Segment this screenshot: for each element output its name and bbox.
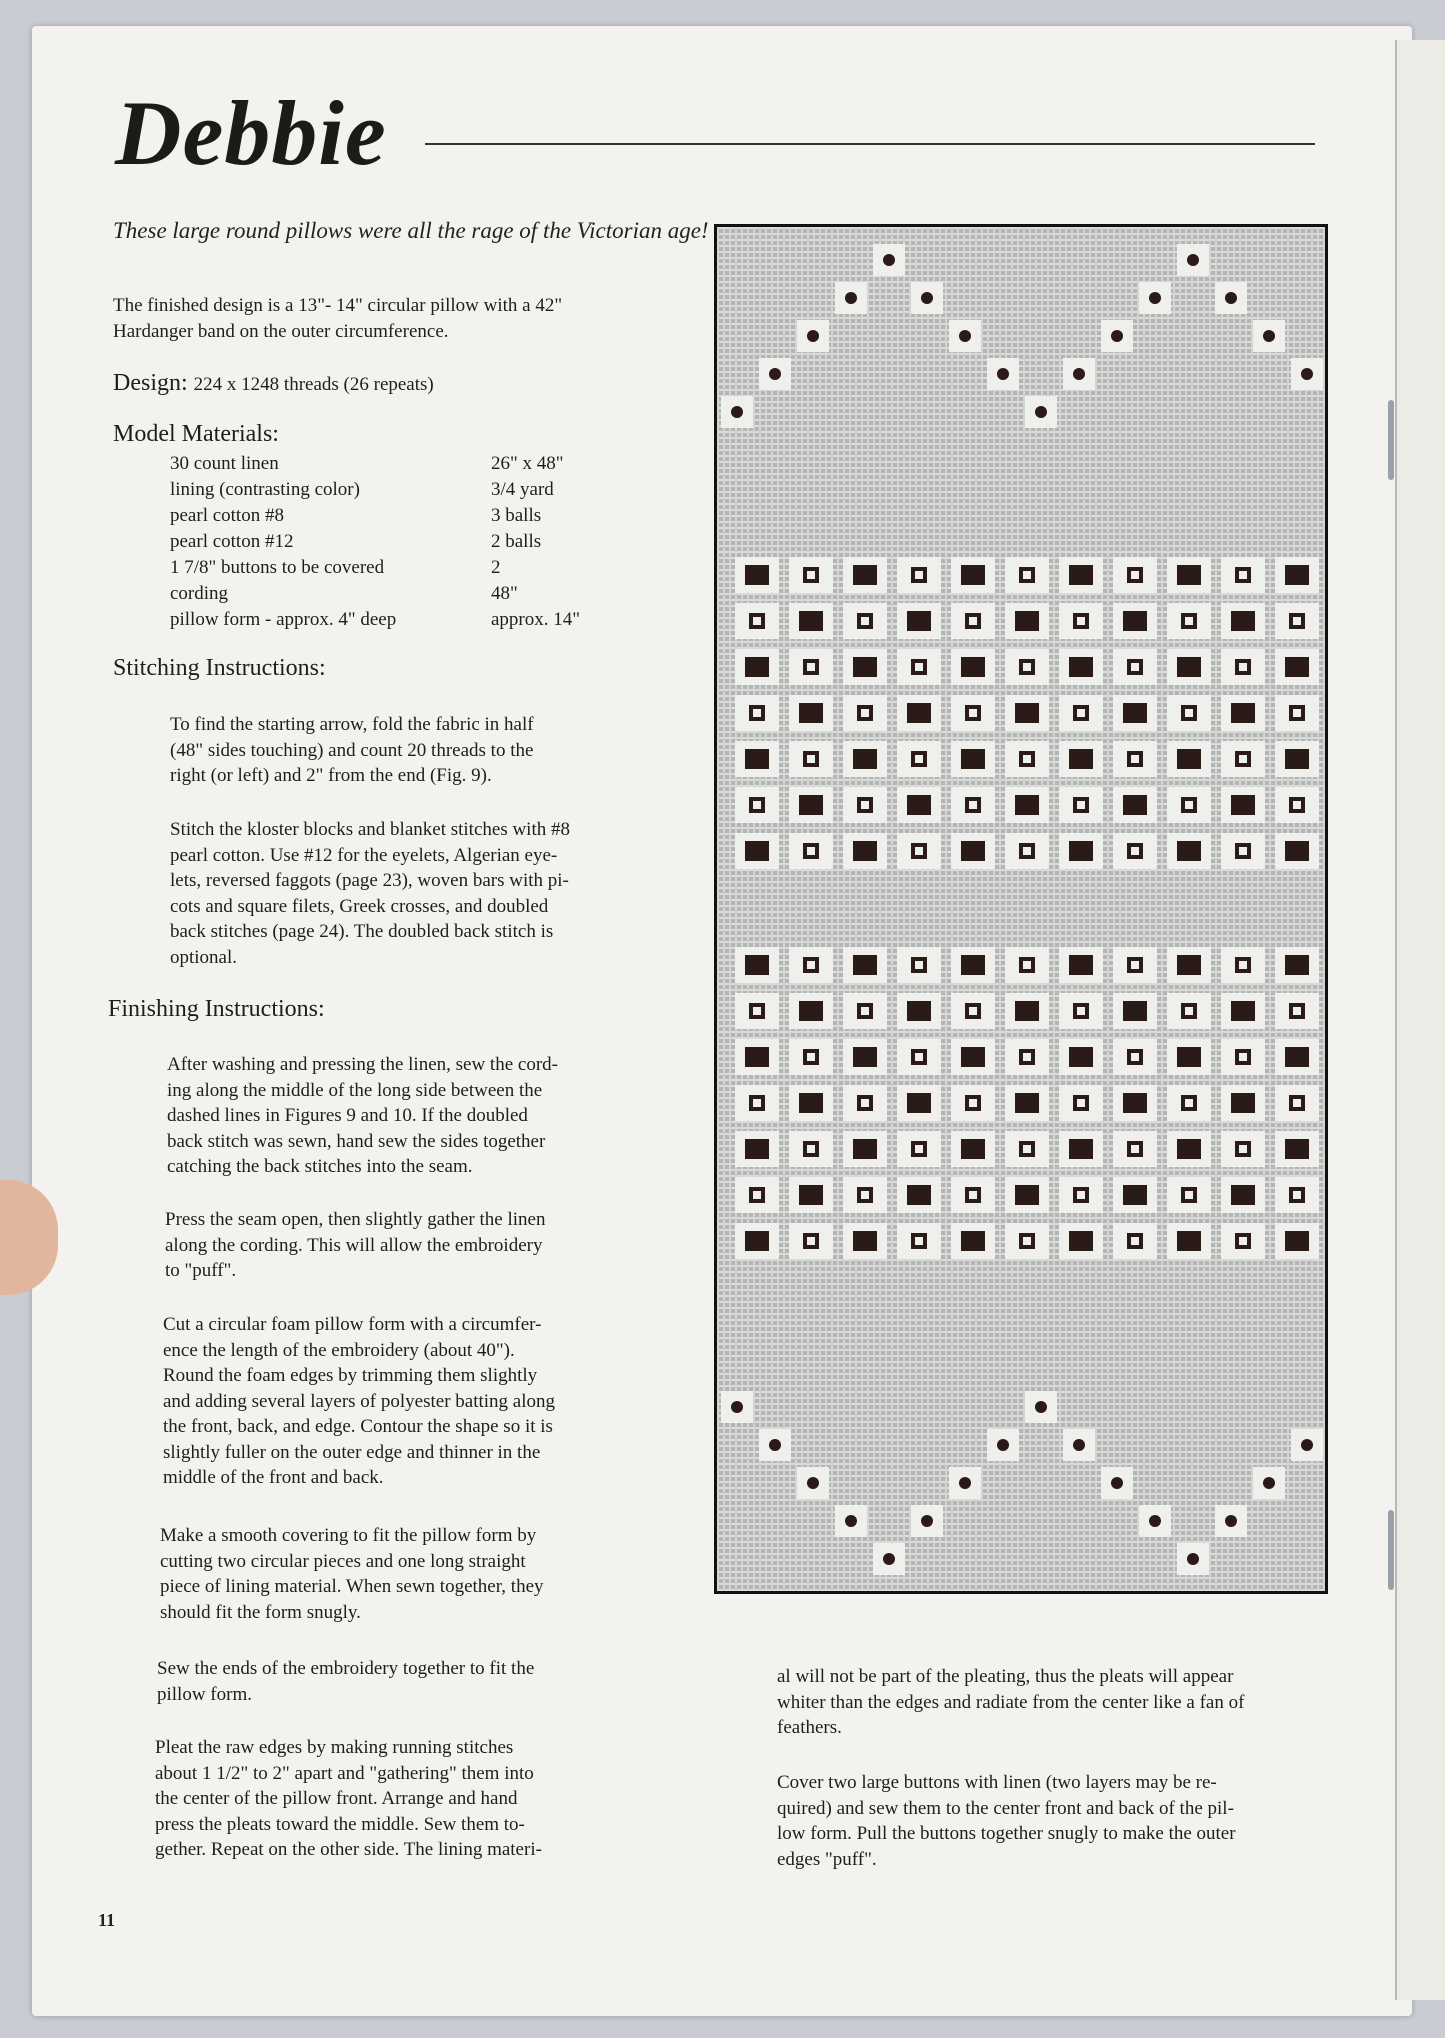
cutwork-hole (745, 841, 769, 861)
filet-center (969, 617, 977, 625)
filet-center (1023, 571, 1031, 579)
cutwork-hole (1015, 1001, 1039, 1021)
text-line: (48" sides touching) and count 20 threads to the (170, 739, 534, 761)
cutwork-hole (853, 749, 877, 769)
text-line: piece of lining material. When sewn together, they (160, 1576, 544, 1597)
material-row (170, 503, 580, 529)
filet-center (807, 571, 815, 579)
filet-center (1185, 709, 1193, 717)
material-qty: 2 balls (491, 531, 542, 552)
text-line: back stitches (page 24). The doubled back stitch is (170, 921, 554, 942)
filet-center (1077, 709, 1085, 717)
text-line: the center of the pillow front. Arrange and hand (155, 1788, 518, 1809)
cutwork-hole (853, 955, 877, 975)
material-qty: 26" x 48" (491, 453, 564, 474)
cutwork-hole (1069, 657, 1093, 677)
cutwork-hole (1177, 955, 1201, 975)
filet-center (915, 961, 923, 969)
filet-center (969, 709, 977, 717)
cutwork-hole (1231, 1093, 1255, 1113)
text-line: al will not be part of the pleating, thus the pleats will appear (777, 1666, 1234, 1687)
cutwork-hole (1177, 1231, 1201, 1251)
material-name: lining (contrasting color) (170, 479, 360, 500)
material-row (170, 607, 580, 633)
material-row (170, 477, 580, 503)
filet-center (1131, 1145, 1139, 1153)
filet-center (915, 1145, 923, 1153)
filet-center (969, 1099, 977, 1107)
design-label: Design: (113, 370, 188, 396)
filet-center (861, 1191, 869, 1199)
finishing-paragraph-1 (167, 1052, 558, 1180)
staple (1388, 400, 1394, 480)
filet-center (1239, 961, 1247, 969)
filet-center (1293, 1191, 1301, 1199)
text-line: Cut a circular foam pillow form with a circumfer- (163, 1314, 542, 1335)
text-line: Hardanger band on the outer circumference. (113, 320, 449, 342)
filet-center (1023, 1145, 1031, 1153)
filet-center (807, 961, 815, 969)
cutwork-hole (1123, 703, 1147, 723)
cutwork-hole (961, 1139, 985, 1159)
finishing-heading: Finishing Instructions: (108, 996, 325, 1022)
cutwork-hole (961, 841, 985, 861)
eyelet (1263, 1477, 1275, 1489)
stitching-paragraph-2 (170, 817, 570, 970)
cutwork-hole (961, 1231, 985, 1251)
filet-center (753, 709, 761, 717)
text-line: optional. (170, 946, 238, 968)
cutwork-hole (1069, 1139, 1093, 1159)
filet-center (915, 847, 923, 855)
text-line: press the pleats toward the middle. Sew them to- (155, 1813, 525, 1835)
cutwork-hole (853, 565, 877, 585)
cutwork-hole (1177, 1047, 1201, 1067)
filet-center (753, 801, 761, 809)
cutwork-hole (1285, 1047, 1309, 1067)
cutwork-hole (853, 1047, 877, 1067)
cutwork-hole (1285, 749, 1309, 769)
filet-center (969, 1191, 977, 1199)
eyelet (1301, 368, 1313, 380)
text-line: ence the length of the embroidery (about 40"). (163, 1339, 515, 1361)
eyelet (1187, 254, 1199, 266)
cutwork-hole (961, 565, 985, 585)
material-name: pillow form - approx. 4" deep (170, 609, 397, 630)
cutwork-hole (1285, 955, 1309, 975)
filet-center (1131, 571, 1139, 579)
cutwork-hole (961, 1047, 985, 1067)
eyelet (1035, 406, 1047, 418)
filet-center (1023, 961, 1031, 969)
material-name: 1 7/8" buttons to be covered (170, 557, 385, 578)
material-row (170, 529, 580, 555)
material-qty: 48" (491, 583, 518, 604)
text-line: back stitch was sewn, hand sew the sides together (167, 1130, 546, 1152)
eyelet (1035, 1401, 1047, 1413)
cutwork-hole (799, 1001, 823, 1021)
filet-center (1293, 801, 1301, 809)
text-line: pearl cotton. Use #12 for the eyelets, Algerian eye- (170, 844, 558, 866)
eyelet (769, 1439, 781, 1451)
material-row (170, 581, 580, 607)
eyelet (731, 1401, 743, 1413)
filet-center (1131, 1053, 1139, 1061)
text-line: The finished design is a 13"- 14" circular pillow with a 42" (113, 295, 563, 316)
cutwork-hole (799, 1093, 823, 1113)
cutwork-hole (853, 841, 877, 861)
facing-page-edge (1395, 40, 1445, 2000)
cutwork-hole (1177, 657, 1201, 677)
finishing-paragraph-5 (157, 1656, 534, 1707)
cutwork-hole (1069, 749, 1093, 769)
eyelet (845, 1515, 857, 1527)
material-qty: approx. 14" (491, 609, 581, 630)
materials-heading: Model Materials: (113, 421, 279, 447)
cutwork-hole (1069, 955, 1093, 975)
cutwork-hole (853, 1139, 877, 1159)
cutwork-hole (745, 657, 769, 677)
cutwork-hole (907, 1093, 931, 1113)
eyelet (1073, 368, 1085, 380)
eyelet (1149, 1515, 1161, 1527)
text-line: right (or left) and 2" from the end (Fig. 9). (170, 765, 492, 786)
filet-center (1293, 1007, 1301, 1015)
filet-center (1023, 1237, 1031, 1245)
filet-center (1023, 847, 1031, 855)
filet-center (1131, 755, 1139, 763)
cutwork-hole (907, 703, 931, 723)
filet-center (1023, 663, 1031, 671)
filet-center (915, 1053, 923, 1061)
subtitle: These large round pillows were all the rage of the Victorian age! (113, 218, 709, 243)
filet-center (1077, 801, 1085, 809)
eyelet (959, 1477, 971, 1489)
cutwork-hole (853, 1231, 877, 1251)
page-number: 11 (98, 1910, 116, 1930)
cutwork-hole (1015, 611, 1039, 631)
material-name: cording (170, 583, 229, 604)
filet-center (1131, 847, 1139, 855)
eyelet (997, 1439, 1009, 1451)
material-name: 30 count linen (170, 453, 279, 474)
text-line: cots and square filets, Greek crosses, and doubled (170, 895, 549, 917)
cutwork-hole (1177, 749, 1201, 769)
filet-center (1077, 1007, 1085, 1015)
cutwork-hole (1123, 1185, 1147, 1205)
staple (1388, 1510, 1394, 1590)
filet-center (1239, 1053, 1247, 1061)
material-name: pearl cotton #8 (170, 505, 284, 526)
text-line: middle of the front and back. (163, 1467, 384, 1488)
cutwork-hole (1123, 1093, 1147, 1113)
text-line: Cover two large buttons with linen (two layers may be re- (777, 1772, 1217, 1793)
cutwork-hole (1285, 841, 1309, 861)
cutwork-hole (1069, 1231, 1093, 1251)
filet-center (807, 755, 815, 763)
finishing-paragraph-4 (160, 1523, 544, 1625)
eyelet (1187, 1553, 1199, 1565)
material-row (170, 451, 580, 477)
filet-center (1239, 1145, 1247, 1153)
hardanger-embroidery-image (717, 227, 1325, 1591)
cutwork-hole (907, 611, 931, 631)
eyelet (1111, 1477, 1123, 1489)
cutwork-hole (1231, 1001, 1255, 1021)
filet-center (807, 663, 815, 671)
filet-center (1239, 1237, 1247, 1245)
filet-center (1131, 663, 1139, 671)
cutwork-hole (961, 749, 985, 769)
cutwork-hole (1285, 1231, 1309, 1251)
material-qty: 3 balls (491, 505, 542, 526)
eyelet (807, 330, 819, 342)
filet-center (861, 617, 869, 625)
filet-center (915, 1237, 923, 1245)
eyelet (883, 1553, 895, 1565)
finishing-paragraph-7 (777, 1664, 1244, 1741)
filet-center (807, 1053, 815, 1061)
title-rule (425, 143, 1315, 145)
filet-center (1239, 755, 1247, 763)
text-line: Round the foam edges by trimming them slightly (163, 1365, 538, 1386)
cutwork-hole (1177, 841, 1201, 861)
finishing-paragraph-2 (165, 1207, 545, 1284)
cutwork-hole (907, 795, 931, 815)
cutwork-hole (853, 657, 877, 677)
cutwork-hole (907, 1001, 931, 1021)
cutwork-hole (1231, 611, 1255, 631)
cutwork-hole (745, 749, 769, 769)
text-line: gether. Repeat on the other side. The lining materi- (155, 1839, 542, 1860)
filet-center (1239, 571, 1247, 579)
eyelet (883, 254, 895, 266)
text-line: the front, back, and edge. Contour the shape so it is (163, 1416, 553, 1437)
filet-center (1023, 1053, 1031, 1061)
cutwork-hole (1069, 1047, 1093, 1067)
design-value: 224 x 1248 threads (26 repeats) (193, 374, 434, 395)
cutwork-hole (1177, 565, 1201, 585)
eyelet (731, 406, 743, 418)
filet-center (861, 1007, 869, 1015)
filet-center (1131, 961, 1139, 969)
finishing-paragraph-3 (163, 1312, 555, 1491)
filet-center (807, 1237, 815, 1245)
text-line: dashed lines in Figures 9 and 10. If the doubled (167, 1105, 528, 1126)
filet-center (1131, 1237, 1139, 1245)
text-line: catching the back stitches into the seam. (167, 1156, 473, 1177)
cutwork-hole (1015, 795, 1039, 815)
text-line: and adding several layers of polyester batting along (163, 1390, 556, 1412)
filet-center (807, 847, 815, 855)
cutwork-hole (745, 1231, 769, 1251)
text-line: to "puff". (165, 1260, 237, 1281)
eyelet (1149, 292, 1161, 304)
material-name: pearl cotton #12 (170, 531, 294, 552)
cutwork-hole (1231, 1185, 1255, 1205)
filet-center (1185, 617, 1193, 625)
text-line: edges "puff". (777, 1848, 877, 1870)
materials-table (170, 451, 580, 633)
text-line: should fit the form snugly. (160, 1601, 361, 1623)
text-line: Stitch the kloster blocks and blanket stitches with #8 (170, 819, 570, 840)
filet-center (1077, 617, 1085, 625)
cutwork-hole (745, 1047, 769, 1067)
filet-center (1293, 709, 1301, 717)
cutwork-hole (1123, 795, 1147, 815)
filet-center (915, 663, 923, 671)
text-line: ing along the middle of the long side between the (167, 1079, 543, 1101)
embroidery-photo (714, 224, 1328, 1594)
cutwork-hole (1231, 703, 1255, 723)
text-line: feathers. (777, 1717, 842, 1738)
cutwork-hole (961, 955, 985, 975)
cutwork-hole (799, 611, 823, 631)
filet-center (753, 1007, 761, 1015)
cutwork-hole (1069, 841, 1093, 861)
text-line: Press the seam open, then slightly gather the linen (165, 1209, 546, 1230)
intro-paragraph (113, 293, 562, 344)
text-line: along the cording. This will allow the embroidery (165, 1234, 543, 1256)
text-line: whiter than the edges and radiate from the center like a fan of (777, 1691, 1245, 1713)
text-line: slightly fuller on the outer edge and thinner in the (163, 1441, 541, 1463)
filet-center (1077, 1099, 1085, 1107)
material-qty: 2 (491, 557, 501, 578)
cutwork-hole (799, 795, 823, 815)
text-line: quired) and sew them to the center front and back of the pil- (777, 1797, 1234, 1819)
material-row (170, 555, 580, 581)
cutwork-hole (961, 657, 985, 677)
filet-center (1293, 1099, 1301, 1107)
filet-center (1185, 1191, 1193, 1199)
filet-center (969, 801, 977, 809)
material-qty: 3/4 yard (491, 479, 554, 500)
cutwork-hole (1015, 1185, 1039, 1205)
eyelet (1301, 1439, 1313, 1451)
cutwork-hole (745, 1139, 769, 1159)
text-line: cutting two circular pieces and one long straight (160, 1550, 526, 1572)
design-spec (113, 370, 434, 397)
cutwork-hole (1123, 611, 1147, 631)
filet-center (1185, 1007, 1193, 1015)
filet-center (1239, 663, 1247, 671)
filet-center (753, 1191, 761, 1199)
text-line: about 1 1/2" to 2" apart and "gathering" them into (155, 1762, 534, 1784)
filet-center (1185, 801, 1193, 809)
filet-center (1293, 617, 1301, 625)
eyelet (1225, 1515, 1237, 1527)
text-line: low form. Pull the buttons together snugly to make the outer (777, 1823, 1236, 1844)
eyelet (769, 368, 781, 380)
text-line: Make a smooth covering to fit the pillow form by (160, 1525, 537, 1546)
cutwork-hole (1285, 565, 1309, 585)
filet-center (861, 801, 869, 809)
filet-center (861, 709, 869, 717)
filet-center (807, 1145, 815, 1153)
filet-center (753, 617, 761, 625)
cutwork-hole (745, 955, 769, 975)
text-line: After washing and pressing the linen, sew the cord- (167, 1054, 558, 1075)
filet-center (1185, 1099, 1193, 1107)
filet-center (861, 1099, 869, 1107)
eyelet (959, 330, 971, 342)
text-line: lets, reversed faggots (page 23), woven bars with pi- (170, 870, 569, 891)
eyelet (1111, 330, 1123, 342)
stitching-heading: Stitching Instructions: (113, 655, 326, 681)
filet-center (1077, 1191, 1085, 1199)
cutwork-hole (799, 1185, 823, 1205)
eyelet (807, 1477, 819, 1489)
eyelet (1263, 330, 1275, 342)
text-line: pillow form. (157, 1683, 252, 1705)
finishing-paragraph-6 (155, 1735, 542, 1863)
filet-center (915, 755, 923, 763)
cutwork-hole (1015, 1093, 1039, 1113)
cutwork-hole (1231, 795, 1255, 815)
cutwork-hole (1285, 657, 1309, 677)
filet-center (969, 1007, 977, 1015)
text-line: To find the starting arrow, fold the fabric in half (170, 714, 534, 735)
page-title: Debbie (115, 82, 387, 184)
cutwork-hole (1177, 1139, 1201, 1159)
text-line: Sew the ends of the embroidery together to fit the (157, 1658, 535, 1679)
eyelet (1225, 292, 1237, 304)
text-line: Pleat the raw edges by making running stitches (155, 1737, 514, 1758)
cutwork-hole (745, 565, 769, 585)
filet-center (1239, 847, 1247, 855)
filet-center (915, 571, 923, 579)
stitching-paragraph-1 (170, 712, 534, 789)
eyelet (845, 292, 857, 304)
eyelet (1073, 1439, 1085, 1451)
eyelet (921, 1515, 933, 1527)
cutwork-hole (1123, 1001, 1147, 1021)
eyelet (997, 368, 1009, 380)
filet-center (1023, 755, 1031, 763)
cutwork-hole (1015, 703, 1039, 723)
cutwork-hole (1285, 1139, 1309, 1159)
cutwork-hole (907, 1185, 931, 1205)
filet-center (753, 1099, 761, 1107)
finishing-paragraph-8 (777, 1770, 1236, 1872)
cutwork-hole (1069, 565, 1093, 585)
cutwork-hole (799, 703, 823, 723)
eyelet (921, 292, 933, 304)
